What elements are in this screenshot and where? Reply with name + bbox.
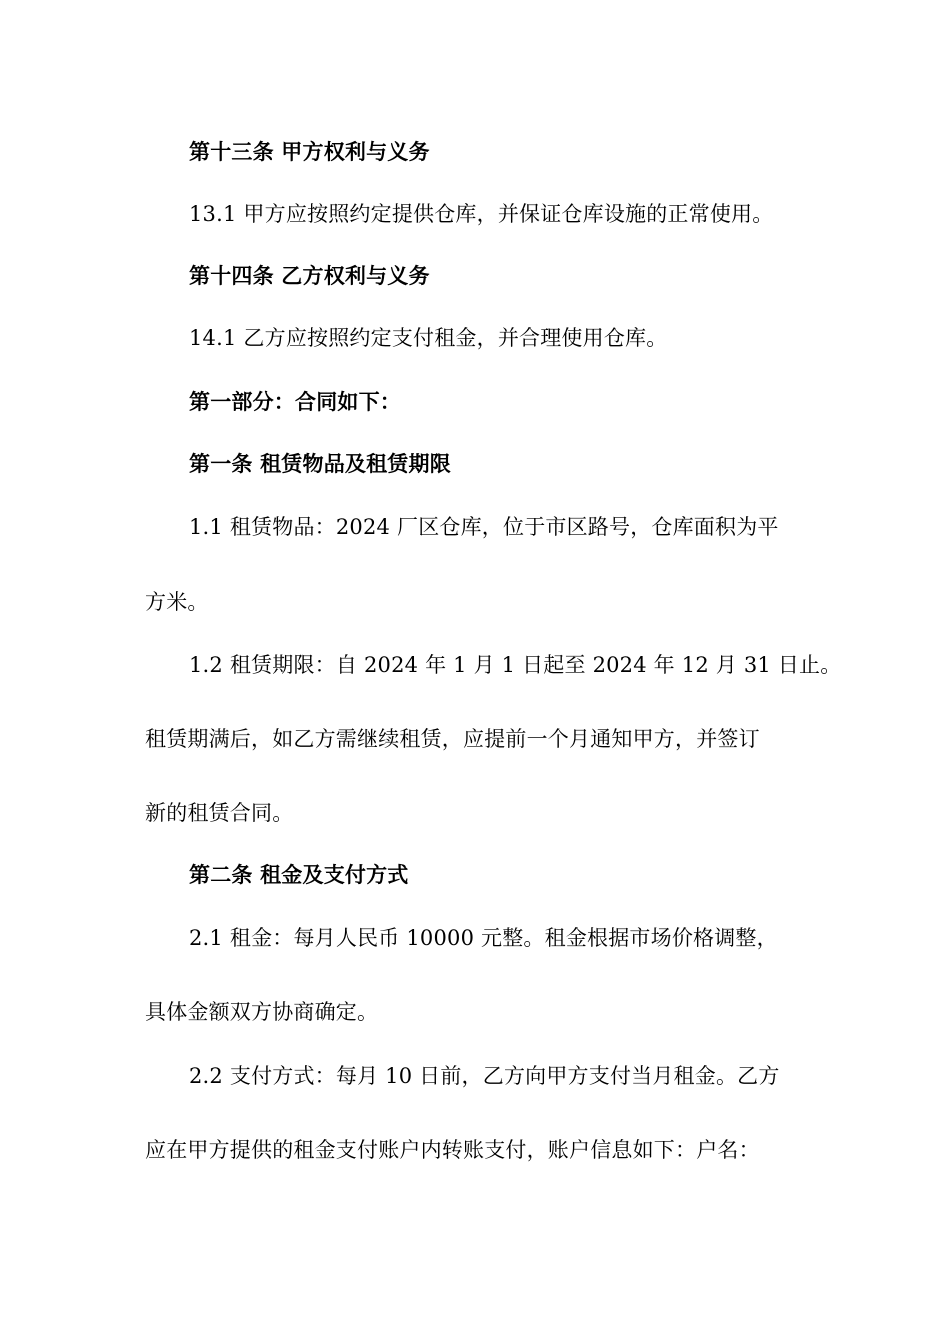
clause-13-1: 13.1 甲方应按照约定提供仓库，并保证仓库设施的正常使用。 [189, 202, 774, 226]
clause-1-2-line-3: 新的租赁合同。 [145, 801, 294, 825]
clause-2-1-line-1: 2.1 租金：每月人民币 10000 元整。租金根据市场价格调整， [189, 926, 778, 950]
clause-2-1-line-2: 具体金额双方协商确定。 [145, 1000, 379, 1024]
clause-2-2-line-1: 2.2 支付方式：每月 10 日前，乙方向甲方支付当月租金。乙方 [189, 1064, 780, 1088]
article-1-heading: 第一条 租赁物品及租赁期限 [189, 452, 451, 476]
clause-1-2-line-1: 1.2 租赁期限：自 2024 年 1 月 1 日起至 2024 年 12 月 31 日止。 [189, 653, 842, 677]
clause-2-2-line-2: 应在甲方提供的租金支付账户内转账支付，账户信息如下：户名： [145, 1138, 760, 1162]
article-14-heading: 第十四条 乙方权利与义务 [189, 264, 430, 288]
clause-1-1-line-2: 方米。 [145, 590, 209, 614]
clause-1-2-line-2: 租赁期满后，如乙方需继续租赁，应提前一个月通知甲方，并签订 [145, 727, 760, 751]
clause-14-1: 14.1 乙方应按照约定支付租金，并合理使用仓库。 [189, 326, 668, 350]
clause-1-1-line-1: 1.1 租赁物品：2024 厂区仓库，位于市区路号，仓库面积为平 [189, 515, 779, 539]
article-2-heading: 第二条 租金及支付方式 [189, 863, 409, 887]
part-one-heading: 第一部分：合同如下： [189, 390, 401, 414]
article-13-heading: 第十三条 甲方权利与义务 [189, 140, 430, 164]
